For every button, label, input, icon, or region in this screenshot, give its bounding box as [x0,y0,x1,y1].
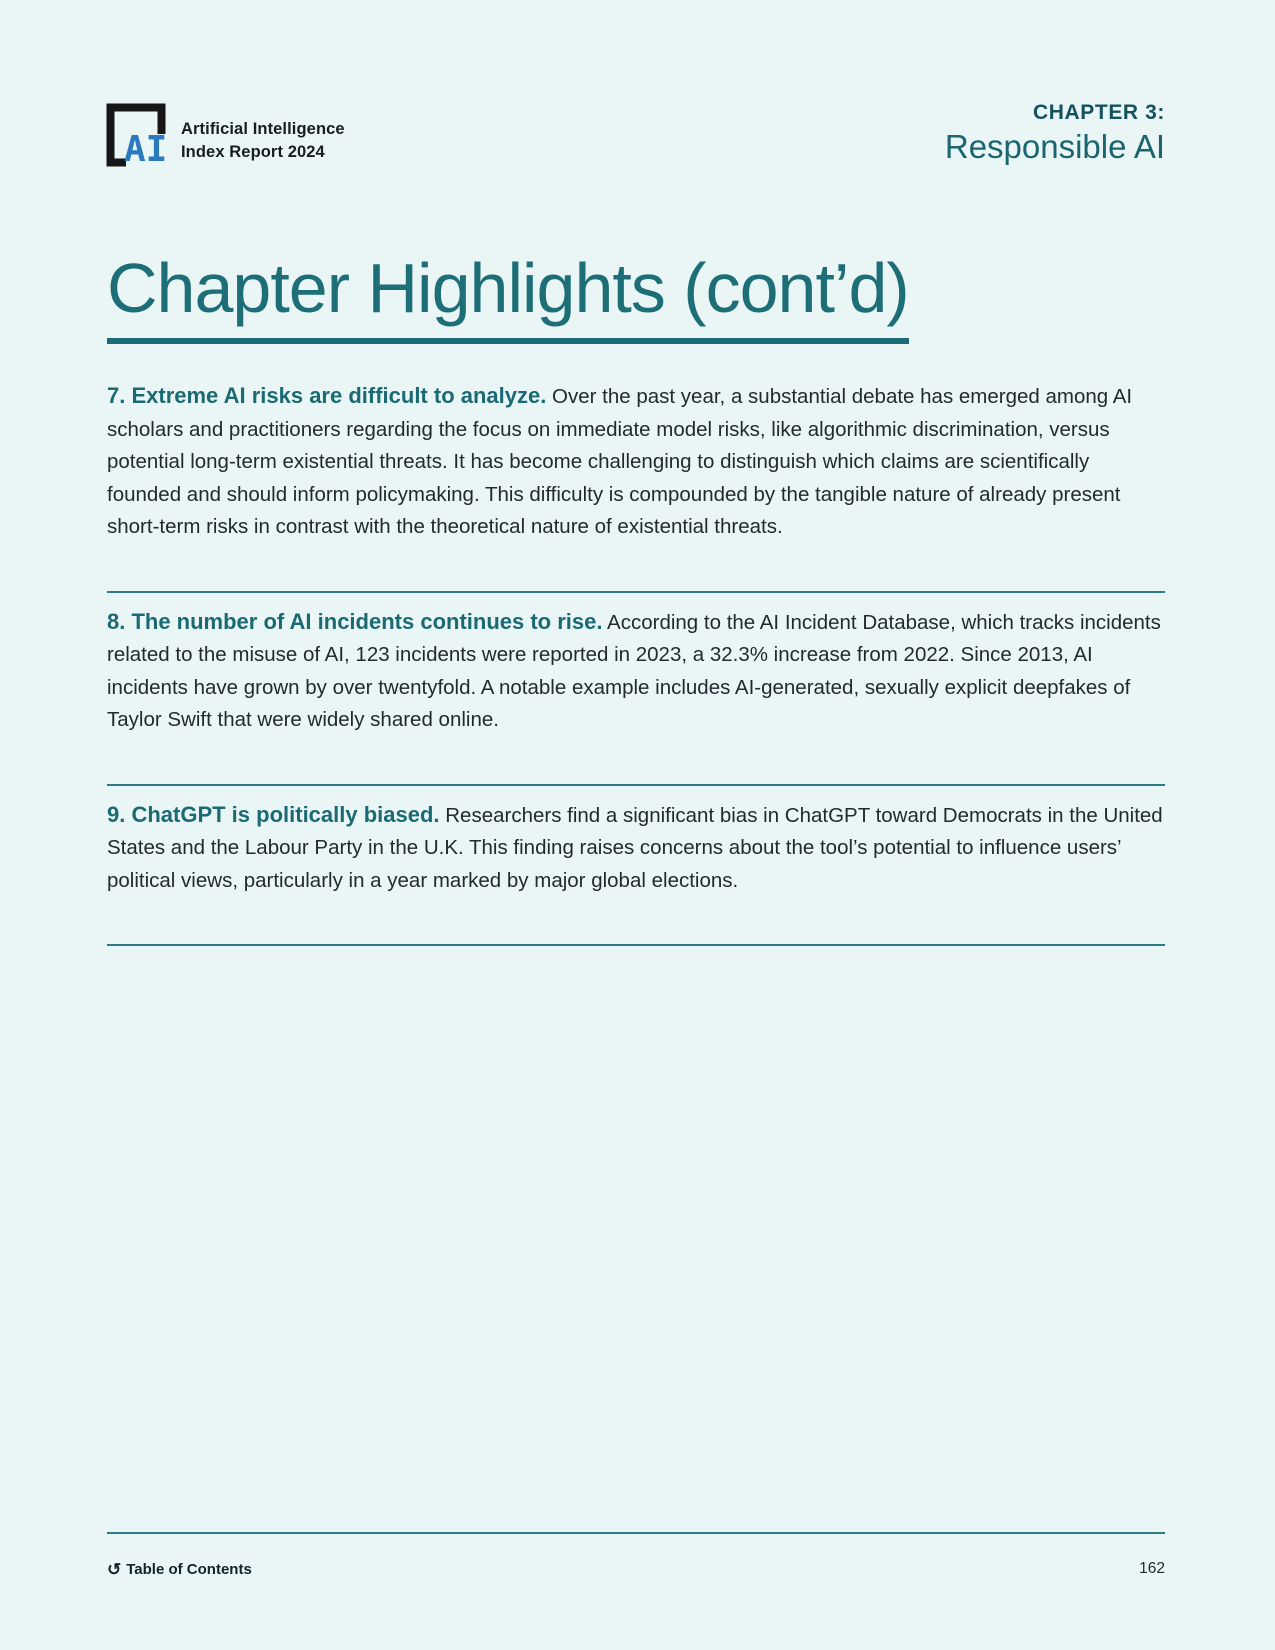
highlight-9 [107,799,1165,898]
brand-line1: Artificial Intelligence [181,120,345,138]
section-divider [107,784,1165,786]
content-column [107,0,1165,959]
section-divider [107,591,1165,593]
highlight-7-body: Over the past year, a substantial debate has emerged among AI scholars and practitioners regarding the focus on immediate model risks, like algorithmic discrimination, versus potential long-term existential threats. It has become challenging to distinguish which claims are scientifically founded and should inform policymaking. This difficulty is compounded by the tangible nature of already present short-term risks in contrast with the theoretical nature of existential threats. [107,385,1133,538]
table-of-contents-label: Table of Contents [126,1560,252,1578]
table-of-contents-link[interactable] [107,1561,252,1578]
highlight-8-body: According to the AI Incident Database, which tracks incidents related to the misuse of AI, 123 incidents were reported in 2023, a 32.3% increase from 2022. Since 2013, AI incidents have grown by over twentyfold. A notable example includes AI-generated, sexually explicit deepfakes of Taylor Swift that were widely shared online. [107,610,1161,731]
highlight-8 [107,606,1165,737]
page-number: 162 [1139,1560,1165,1577]
highlight-7-paragraph [107,380,1165,544]
page-title: Chapter Highlights (cont’d) [107,250,909,344]
highlight-9-heading: 9. ChatGPT is politically biased. [107,801,440,827]
highlight-9-body: Researchers find a significant bias in ChatGPT toward Democrats in the United States and the Labour Party in the U.K. This finding raises concerns about the tool’s potential to influence users’ political views, particularly in a year marked by major global elections. [107,803,1163,892]
highlight-7-heading: 7. Extreme AI risks are difficult to analyze. [107,383,547,408]
highlight-8-paragraph [107,606,1165,737]
return-arrow-icon: ↺ [107,1559,122,1579]
highlights-list [107,380,1165,946]
page-footer [107,1532,1165,1578]
highlight-7 [107,380,1165,544]
highlight-8-heading: 8. The number of AI incidents continues to rise. [107,608,603,634]
chapter-label: CHAPTER 3: [1032,101,1165,124]
logo-ai-letters: AI [124,129,168,167]
brand-line2: Index Report 2024 [181,143,325,161]
highlight-9-paragraph [107,799,1165,898]
chapter-title: Responsible AI [944,128,1165,165]
section-divider [107,944,1165,946]
